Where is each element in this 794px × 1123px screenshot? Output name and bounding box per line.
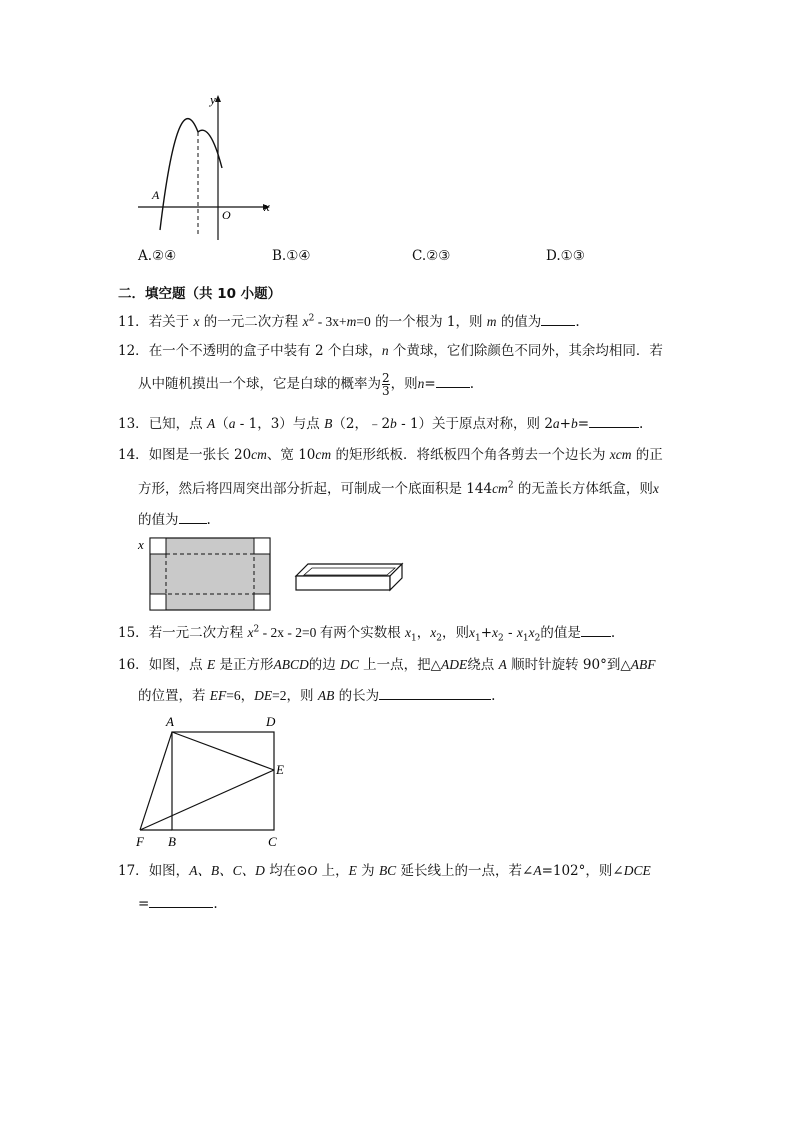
text: = [138,896,150,912]
option-b[interactable] [272,248,310,264]
text: . [469,376,474,392]
text: 延长线上的一点，若∠ [400,863,534,879]
var: b [390,416,397,431]
answer-blank[interactable] [541,312,575,326]
var: E [206,657,216,672]
corner-square [254,594,270,610]
point-a-label: A [152,188,160,202]
var: b [570,416,578,431]
question-15 [118,623,615,642]
text: =6， [226,688,255,703]
answer-blank[interactable] [436,374,470,388]
sub: 1 [522,633,529,644]
option-letter: D. [546,248,561,264]
fraction [382,372,390,397]
unit: cm [315,447,332,462]
y-axis-arrow [215,95,221,102]
label-d: D [266,714,276,729]
text: - 2x - 2=0 有两个实数根 [259,625,401,640]
text: . [213,896,218,912]
option-a[interactable] [138,248,176,264]
text: 绕点 [467,657,495,673]
option-c[interactable] [412,248,450,264]
text: . [575,314,580,330]
text: 的值为 [138,512,179,528]
segment-ae [172,732,274,770]
sup: 2 [253,624,260,635]
option-letter: A. [138,248,153,264]
text: . [491,688,496,704]
text: 若一元二次方程 [148,625,244,641]
var: x [516,625,523,640]
question-16-line2 [138,686,495,705]
text: 从中随机摸出一个球，它是白球的概率为 [138,376,381,392]
text: + [480,625,493,641]
var: A、B、C、D [189,863,265,878]
var: m [486,314,497,329]
corner-square [254,538,270,554]
q-number: 15． [118,625,149,641]
text: 顺时针旋转 90°到△ [511,657,631,673]
q-number: 13． [118,416,149,432]
text: =102°，则∠ [541,863,624,879]
var: A [533,863,542,878]
answer-blank[interactable] [379,686,491,700]
text: 为 [361,863,375,879]
var: O [307,863,318,878]
question-12 [118,342,663,360]
option-text: ①④ [286,248,311,264]
text: - [503,625,517,641]
answer-blank[interactable] [179,510,207,524]
text: （2，﹣2 [332,416,391,432]
question-14-line3 [138,510,211,529]
unit: cm [492,481,508,496]
answer-blank[interactable] [589,414,639,428]
var: n [381,343,389,358]
label-e: E [276,762,284,777]
answer-blank[interactable] [581,623,611,637]
sup: 2 [308,313,315,324]
text: + [559,416,571,432]
var: DCE [623,863,651,878]
text: ，则 [441,625,469,641]
label-f: F [136,834,144,849]
var: ABCD [273,657,309,672]
side-label: x [138,537,144,552]
text: 已知，点 [148,416,203,432]
q-number: 17． [118,863,149,879]
origin-label: O [222,208,231,222]
sub: 1 [474,633,481,644]
text: - 1）关于原点对称，则 2 [396,416,553,432]
text: =2，则 [272,688,314,703]
sup: 2 [507,480,514,491]
segment-af [140,732,172,830]
text: 的值是 [540,625,581,641]
var: x [652,481,659,496]
question-11 [118,312,580,331]
text: 、宽 10 [266,447,316,463]
text: 如图是一张长 20 [148,447,252,463]
square-abcd [172,732,274,830]
answer-blank[interactable] [149,894,213,908]
text: 上一点，把△ [363,657,442,673]
question-14-line2 [138,480,659,498]
section-title: 二．填空题（共 10 小题） [118,286,282,302]
text: 的一元二次方程 [203,314,299,330]
text: 是正方形 [219,657,274,673]
text: （ [215,416,229,432]
var: x [430,625,437,640]
cardboard-figure [136,534,276,614]
q-number: 16． [118,657,149,673]
question-17-line2 [138,894,218,913]
x-axis-label: x [264,199,270,214]
var: x [528,625,535,640]
corner-square [150,538,166,554]
unit: xcm [609,447,632,462]
option-letter: C. [412,248,427,264]
text: . [610,625,616,641]
text: =0 [356,314,371,329]
parabola-figure [130,92,280,242]
var: x [193,314,200,329]
var: m [346,314,357,329]
question-16 [118,656,655,674]
option-text: ①③ [560,248,585,264]
var: A [498,657,507,672]
var: ADE [441,657,468,672]
var: n [417,376,425,391]
var: x [468,625,475,640]
unit: cm [251,447,267,462]
text: - 3x+ [314,314,347,329]
var: BC [378,863,397,878]
label-a: A [166,714,174,729]
text: = [424,376,436,392]
text: 如图，点 [148,657,203,673]
text: ， [416,625,431,641]
var: B [324,416,333,431]
text: = [577,416,590,432]
text: 如图， [148,863,190,879]
text: . [639,416,644,432]
numerator: 2 [382,371,390,385]
var: ABF [630,657,656,672]
var: x [247,625,254,640]
sub: 2 [436,633,442,644]
var: A [206,416,216,431]
label-b: B [168,834,176,849]
var: E [348,863,357,878]
text: ，则 [390,376,418,392]
text: 的一个根为 1，则 [370,314,483,330]
question-12-line2 [138,372,474,397]
box-front [296,576,390,590]
text: 若关于 [148,314,190,330]
text: - 1，3）与点 [235,416,320,432]
square-figure [132,712,292,852]
question-13 [118,414,643,433]
text: 的值为 [500,314,542,330]
text: 均在⊙ [269,863,308,879]
option-letter: B. [272,248,287,264]
corner-square [150,594,166,610]
sub: 2 [498,633,504,644]
var: x [492,625,499,640]
text: 个黄球，它们除颜色不同外，其余均相同．若 [388,343,663,359]
text: 的长为 [338,688,380,704]
var: x [405,625,411,640]
label-c: C [268,834,277,849]
segment-fe [140,770,274,830]
var: a [552,416,560,431]
q-number: 12． [118,343,149,359]
question-17 [118,862,651,880]
cardboard-outer [150,538,270,610]
sub: 2 [534,633,541,644]
text: 的正 [635,447,663,463]
denominator: 3 [382,384,390,398]
text: 的位置，若 [138,688,206,704]
var: AB [317,688,335,703]
box-figure [292,560,406,596]
var: EF [209,688,227,703]
var: DE [254,688,273,703]
text: 在一个不透明的盒子中装有 2 个白球， [148,343,382,359]
text: 方形，然后将四周突出部分折起，可制成一个底面积是 144 [138,481,493,497]
var: a [228,416,236,431]
option-text: ②④ [152,248,177,264]
question-14 [118,446,663,464]
q-number: 11． [118,314,149,330]
sub: 1 [411,633,417,644]
box-top [296,564,402,576]
text: 上， [321,863,349,879]
text: 的边 [308,657,336,673]
q-number: 14． [118,447,149,463]
var: x [302,314,309,329]
text: . [206,512,211,528]
y-axis-label: y [210,92,216,107]
option-d[interactable] [546,248,585,264]
text: 的矩形纸板．将纸板四个角各剪去一个边长为 [331,447,606,463]
var: DC [340,657,359,672]
parabola-curve [160,119,222,230]
option-text: ②③ [426,248,451,264]
text: 的无盖长方体纸盒，则 [513,481,653,497]
